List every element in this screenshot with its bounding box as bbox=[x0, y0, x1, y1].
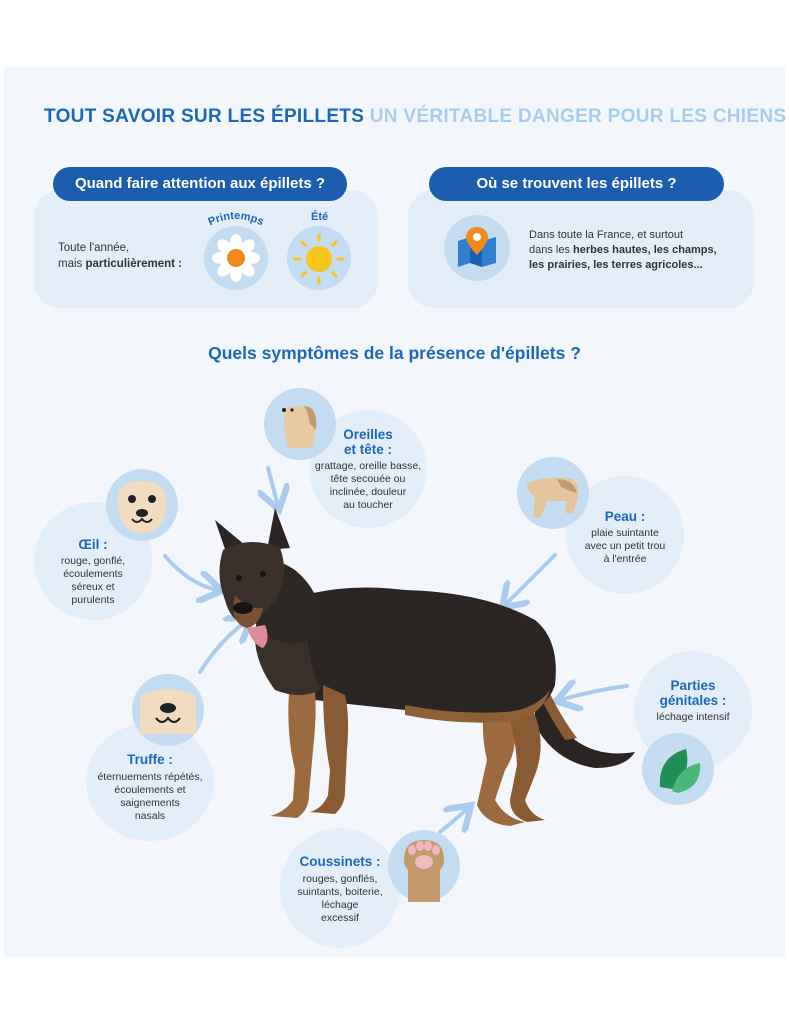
nose-title: Truffe : bbox=[127, 752, 173, 767]
where-line1: Dans toute la France, et surtout bbox=[529, 229, 684, 241]
pads-text bbox=[280, 854, 400, 925]
summer-label: Été bbox=[311, 211, 329, 223]
genital-desc: léchage intensif bbox=[656, 711, 730, 723]
when-text-line1: Toute l'année, bbox=[58, 242, 130, 254]
genital-title: Parties génitales : bbox=[659, 678, 727, 708]
eye-desc: rouge, gonflé, écoulements séreux et purulents bbox=[60, 555, 126, 606]
pads-title: Coussinets : bbox=[299, 854, 381, 869]
skin-title: Peau : bbox=[604, 509, 646, 524]
where-line3: les prairies, les terres agricoles... bbox=[529, 259, 703, 271]
when-heading: Quand faire attention aux épillets ? bbox=[53, 167, 347, 201]
title-dark: TOUT SAVOIR SUR LES ÉPILLETS bbox=[44, 106, 365, 127]
pads-desc: rouges, gonflés, suintants, boiterie, léchage excessif bbox=[297, 873, 383, 924]
symptoms-heading: Quels symptômes de la présence d'épillets ? bbox=[208, 343, 581, 363]
skin-desc: plaie suintante avec un petit trou à l'entrée bbox=[584, 527, 666, 565]
dog-eye-icon bbox=[106, 469, 178, 541]
skin-text bbox=[566, 509, 684, 566]
dog-nose-icon bbox=[132, 674, 204, 746]
where-line2: dans les herbes hautes, les champs, bbox=[529, 244, 717, 256]
when-text-line2: mais particulièrement : bbox=[58, 258, 182, 270]
where-heading: Où se trouvent les épillets ? bbox=[429, 167, 724, 201]
eye-text bbox=[34, 537, 152, 607]
nose-text bbox=[86, 752, 214, 823]
nose-desc: éternuements répétés, écoulements et saignements nasals bbox=[97, 771, 203, 822]
genital-text bbox=[634, 678, 752, 724]
ears-title: Oreilles et tête : bbox=[343, 427, 393, 457]
leaf-icon bbox=[642, 733, 714, 805]
title-light: UN VÉRITABLE DANGER POUR LES CHIENS bbox=[369, 106, 787, 127]
when-text-bold: particulièrement : bbox=[85, 258, 182, 270]
ears-text bbox=[309, 427, 427, 512]
ears-desc: grattage, oreille basse, tête secouée ou inclinée, douleur au toucher bbox=[314, 460, 422, 511]
eye-title: Œil : bbox=[78, 537, 108, 552]
svg-text:Printemps: Printemps bbox=[206, 209, 266, 229]
